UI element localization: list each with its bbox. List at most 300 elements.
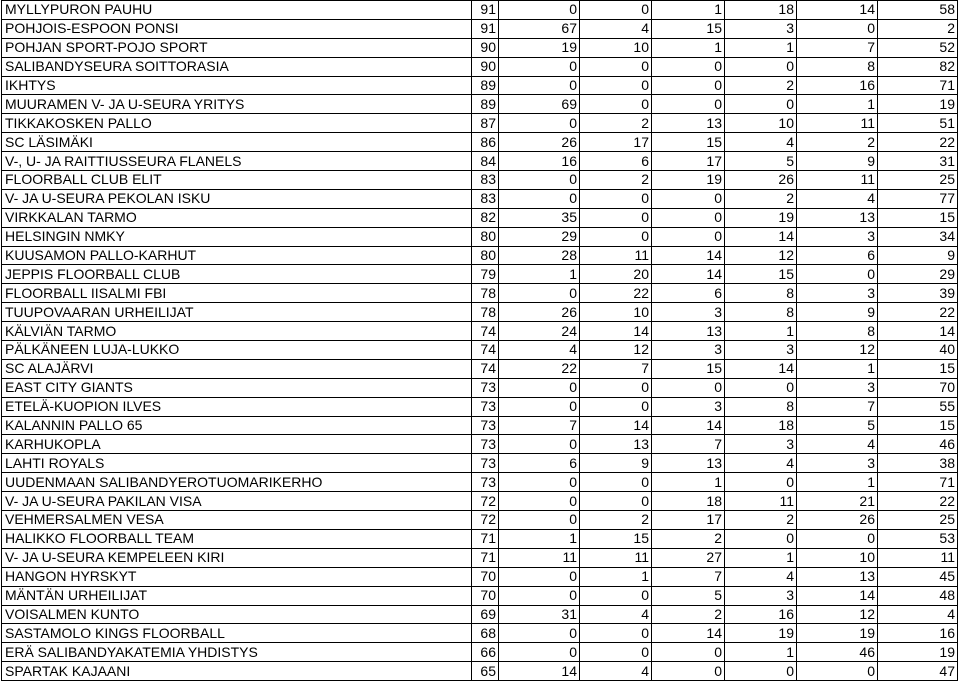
- club-name-cell: POHJOIS-ESPOON PONSI: [2, 19, 472, 38]
- value-cell-7: 15: [878, 208, 958, 227]
- value-cell-3: 14: [580, 416, 652, 435]
- value-cell-7: 19: [878, 95, 958, 114]
- value-cell-6: 14: [797, 1, 878, 20]
- value-cell-7: 45: [878, 567, 958, 586]
- value-cell-3: 0: [580, 95, 652, 114]
- club-name-cell: KÄLVIÄN TARMO: [2, 322, 472, 341]
- table-row: [2, 359, 958, 378]
- club-name-cell: JEPPIS FLOORBALL CLUB: [2, 265, 472, 284]
- value-cell-1: 74: [472, 359, 499, 378]
- value-cell-3: 4: [580, 605, 652, 624]
- value-cell-5: 19: [725, 624, 797, 643]
- value-cell-7: 53: [878, 529, 958, 548]
- value-cell-5: 18: [725, 1, 797, 20]
- value-cell-6: 12: [797, 605, 878, 624]
- value-cell-7: 71: [878, 473, 958, 492]
- value-cell-1: 74: [472, 341, 499, 360]
- value-cell-7: 82: [878, 57, 958, 76]
- club-name-cell: VOISALMEN KUNTO: [2, 605, 472, 624]
- value-cell-5: 4: [725, 567, 797, 586]
- value-cell-7: 16: [878, 624, 958, 643]
- club-name-cell: UUDENMAAN SALIBANDYEROTUOMARIKERHO: [2, 473, 472, 492]
- value-cell-1: 74: [472, 322, 499, 341]
- value-cell-2: 16: [499, 152, 580, 171]
- table-row: [2, 567, 958, 586]
- value-cell-5: 0: [725, 95, 797, 114]
- club-name-cell: KUUSAMON PALLO-KARHUT: [2, 246, 472, 265]
- table-row: [2, 227, 958, 246]
- value-cell-1: 69: [472, 605, 499, 624]
- value-cell-7: 47: [878, 662, 958, 681]
- value-cell-4: 14: [652, 246, 725, 265]
- value-cell-2: 22: [499, 359, 580, 378]
- value-cell-6: 19: [797, 624, 878, 643]
- table-row: [2, 95, 958, 114]
- value-cell-1: 71: [472, 529, 499, 548]
- value-cell-2: 0: [499, 511, 580, 530]
- club-name-cell: MÄNTÄN URHEILIJAT: [2, 586, 472, 605]
- value-cell-3: 0: [580, 208, 652, 227]
- value-cell-3: 0: [580, 76, 652, 95]
- value-cell-7: 38: [878, 454, 958, 473]
- table-row: [2, 171, 958, 190]
- value-cell-3: 10: [580, 38, 652, 57]
- value-cell-4: 14: [652, 265, 725, 284]
- value-cell-7: 46: [878, 435, 958, 454]
- table-row: [2, 38, 958, 57]
- value-cell-5: 16: [725, 605, 797, 624]
- value-cell-2: 0: [499, 284, 580, 303]
- value-cell-1: 70: [472, 586, 499, 605]
- club-name-cell: SASTAMOLO KINGS FLOORBALL: [2, 624, 472, 643]
- club-name-cell: SC LÄSIMÄKI: [2, 133, 472, 152]
- value-cell-4: 15: [652, 359, 725, 378]
- table-row: [2, 529, 958, 548]
- table-row: [2, 152, 958, 171]
- value-cell-7: 77: [878, 189, 958, 208]
- value-cell-5: 2: [725, 189, 797, 208]
- value-cell-5: 0: [725, 378, 797, 397]
- club-name-cell: HALIKKO FLOORBALL TEAM: [2, 529, 472, 548]
- value-cell-2: 11: [499, 548, 580, 567]
- club-name-cell: EAST CITY GIANTS: [2, 378, 472, 397]
- value-cell-6: 0: [797, 529, 878, 548]
- table-row: [2, 133, 958, 152]
- value-cell-5: 0: [725, 662, 797, 681]
- value-cell-2: 31: [499, 605, 580, 624]
- value-cell-7: 29: [878, 265, 958, 284]
- value-cell-4: 3: [652, 341, 725, 360]
- club-name-cell: HANGON HYRSKYT: [2, 567, 472, 586]
- club-name-cell: TUUPOVAARAN URHEILIJAT: [2, 303, 472, 322]
- value-cell-1: 90: [472, 38, 499, 57]
- value-cell-3: 7: [580, 359, 652, 378]
- value-cell-1: 71: [472, 548, 499, 567]
- club-name-cell: SALIBANDYSEURA SOITTORASIA: [2, 57, 472, 76]
- value-cell-2: 0: [499, 643, 580, 662]
- value-cell-5: 18: [725, 416, 797, 435]
- value-cell-3: 4: [580, 662, 652, 681]
- value-cell-5: 19: [725, 208, 797, 227]
- value-cell-6: 9: [797, 152, 878, 171]
- value-cell-2: 0: [499, 1, 580, 20]
- value-cell-6: 10: [797, 548, 878, 567]
- club-name-cell: SPARTAK KAJAANI: [2, 662, 472, 681]
- value-cell-7: 15: [878, 359, 958, 378]
- value-cell-4: 3: [652, 397, 725, 416]
- value-cell-3: 2: [580, 511, 652, 530]
- value-cell-1: 78: [472, 284, 499, 303]
- value-cell-7: 34: [878, 227, 958, 246]
- club-name-cell: POHJAN SPORT-POJO SPORT: [2, 38, 472, 57]
- value-cell-5: 3: [725, 435, 797, 454]
- value-cell-6: 1: [797, 95, 878, 114]
- table-row: [2, 57, 958, 76]
- value-cell-6: 3: [797, 227, 878, 246]
- value-cell-4: 18: [652, 492, 725, 511]
- value-cell-4: 14: [652, 416, 725, 435]
- value-cell-5: 26: [725, 171, 797, 190]
- value-cell-7: 22: [878, 133, 958, 152]
- club-name-cell: LAHTI ROYALS: [2, 454, 472, 473]
- club-name-cell: IKHTYS: [2, 76, 472, 95]
- value-cell-2: 0: [499, 567, 580, 586]
- table-row: [2, 397, 958, 416]
- value-cell-3: 2: [580, 171, 652, 190]
- value-cell-6: 1: [797, 359, 878, 378]
- table-row: [2, 265, 958, 284]
- value-cell-7: 9: [878, 246, 958, 265]
- value-cell-1: 73: [472, 473, 499, 492]
- value-cell-7: 51: [878, 114, 958, 133]
- value-cell-3: 4: [580, 19, 652, 38]
- value-cell-7: 25: [878, 171, 958, 190]
- value-cell-6: 11: [797, 114, 878, 133]
- table-row: [2, 643, 958, 662]
- value-cell-7: 55: [878, 397, 958, 416]
- value-cell-2: 1: [499, 529, 580, 548]
- value-cell-4: 17: [652, 511, 725, 530]
- club-name-cell: V- JA U-SEURA PAKILAN VISA: [2, 492, 472, 511]
- table-row: [2, 76, 958, 95]
- value-cell-7: 70: [878, 378, 958, 397]
- value-cell-3: 9: [580, 454, 652, 473]
- value-cell-6: 9: [797, 303, 878, 322]
- table-row: [2, 492, 958, 511]
- value-cell-1: 73: [472, 397, 499, 416]
- value-cell-4: 27: [652, 548, 725, 567]
- value-cell-6: 4: [797, 189, 878, 208]
- value-cell-2: 69: [499, 95, 580, 114]
- value-cell-3: 13: [580, 435, 652, 454]
- value-cell-3: 0: [580, 378, 652, 397]
- value-cell-6: 8: [797, 322, 878, 341]
- value-cell-1: 84: [472, 152, 499, 171]
- table-row: [2, 548, 958, 567]
- value-cell-4: 5: [652, 586, 725, 605]
- club-name-cell: HELSINGIN NMKY: [2, 227, 472, 246]
- value-cell-1: 91: [472, 1, 499, 20]
- value-cell-1: 82: [472, 208, 499, 227]
- club-name-cell: PÄLKÄNEEN LUJA-LUKKO: [2, 341, 472, 360]
- value-cell-7: 14: [878, 322, 958, 341]
- table-row: [2, 341, 958, 360]
- value-cell-1: 68: [472, 624, 499, 643]
- value-cell-3: 0: [580, 397, 652, 416]
- value-cell-6: 3: [797, 454, 878, 473]
- value-cell-4: 13: [652, 114, 725, 133]
- value-cell-2: 0: [499, 76, 580, 95]
- value-cell-1: 72: [472, 511, 499, 530]
- value-cell-4: 0: [652, 76, 725, 95]
- value-cell-1: 66: [472, 643, 499, 662]
- value-cell-2: 35: [499, 208, 580, 227]
- value-cell-3: 22: [580, 284, 652, 303]
- value-cell-2: 26: [499, 133, 580, 152]
- table-row: [2, 435, 958, 454]
- club-name-cell: KARHUKOPLA: [2, 435, 472, 454]
- value-cell-6: 0: [797, 662, 878, 681]
- value-cell-1: 86: [472, 133, 499, 152]
- value-cell-6: 46: [797, 643, 878, 662]
- value-cell-2: 0: [499, 624, 580, 643]
- value-cell-4: 0: [652, 378, 725, 397]
- value-cell-4: 0: [652, 95, 725, 114]
- value-cell-5: 8: [725, 284, 797, 303]
- value-cell-1: 80: [472, 246, 499, 265]
- value-cell-5: 1: [725, 548, 797, 567]
- value-cell-6: 13: [797, 208, 878, 227]
- table-row: [2, 1, 958, 20]
- club-stats-table: [1, 0, 958, 681]
- value-cell-2: 26: [499, 303, 580, 322]
- value-cell-1: 90: [472, 57, 499, 76]
- value-cell-6: 13: [797, 567, 878, 586]
- value-cell-3: 6: [580, 152, 652, 171]
- value-cell-5: 8: [725, 397, 797, 416]
- value-cell-1: 83: [472, 189, 499, 208]
- value-cell-4: 17: [652, 152, 725, 171]
- value-cell-7: 48: [878, 586, 958, 605]
- value-cell-6: 8: [797, 57, 878, 76]
- value-cell-2: 1: [499, 265, 580, 284]
- value-cell-4: 6: [652, 284, 725, 303]
- value-cell-7: 22: [878, 303, 958, 322]
- value-cell-5: 1: [725, 322, 797, 341]
- value-cell-2: 19: [499, 38, 580, 57]
- value-cell-5: 8: [725, 303, 797, 322]
- value-cell-1: 73: [472, 454, 499, 473]
- value-cell-5: 5: [725, 152, 797, 171]
- value-cell-3: 0: [580, 189, 652, 208]
- value-cell-1: 73: [472, 378, 499, 397]
- table-row: [2, 454, 958, 473]
- value-cell-3: 11: [580, 246, 652, 265]
- value-cell-2: 0: [499, 57, 580, 76]
- club-name-cell: V- JA U-SEURA KEMPELEEN KIRI: [2, 548, 472, 567]
- value-cell-6: 21: [797, 492, 878, 511]
- table-body: [2, 1, 958, 681]
- value-cell-1: 79: [472, 265, 499, 284]
- value-cell-6: 6: [797, 246, 878, 265]
- value-cell-3: 0: [580, 643, 652, 662]
- value-cell-3: 0: [580, 473, 652, 492]
- table-row: [2, 114, 958, 133]
- value-cell-7: 15: [878, 416, 958, 435]
- value-cell-4: 1: [652, 473, 725, 492]
- value-cell-7: 19: [878, 643, 958, 662]
- value-cell-5: 3: [725, 586, 797, 605]
- value-cell-7: 40: [878, 341, 958, 360]
- value-cell-5: 11: [725, 492, 797, 511]
- value-cell-4: 14: [652, 624, 725, 643]
- value-cell-4: 0: [652, 643, 725, 662]
- club-name-cell: ERÄ SALIBANDYAKATEMIA YHDISTYS: [2, 643, 472, 662]
- table-row: [2, 624, 958, 643]
- value-cell-3: 10: [580, 303, 652, 322]
- value-cell-6: 0: [797, 19, 878, 38]
- value-cell-4: 1: [652, 1, 725, 20]
- value-cell-6: 26: [797, 511, 878, 530]
- value-cell-2: 0: [499, 114, 580, 133]
- club-name-cell: SC ALAJÄRVI: [2, 359, 472, 378]
- value-cell-5: 3: [725, 19, 797, 38]
- value-cell-3: 14: [580, 322, 652, 341]
- value-cell-4: 0: [652, 189, 725, 208]
- value-cell-4: 0: [652, 208, 725, 227]
- value-cell-4: 13: [652, 322, 725, 341]
- table-row: [2, 511, 958, 530]
- table-row: [2, 586, 958, 605]
- club-name-cell: MYLLYPURON PAUHU: [2, 1, 472, 20]
- value-cell-1: 91: [472, 19, 499, 38]
- club-name-cell: V- JA U-SEURA PEKOLAN ISKU: [2, 189, 472, 208]
- value-cell-5: 14: [725, 359, 797, 378]
- value-cell-1: 65: [472, 662, 499, 681]
- value-cell-3: 11: [580, 548, 652, 567]
- table-row: [2, 303, 958, 322]
- value-cell-4: 15: [652, 133, 725, 152]
- value-cell-5: 4: [725, 454, 797, 473]
- value-cell-7: 39: [878, 284, 958, 303]
- value-cell-5: 15: [725, 265, 797, 284]
- value-cell-3: 0: [580, 586, 652, 605]
- value-cell-2: 7: [499, 416, 580, 435]
- value-cell-6: 1: [797, 473, 878, 492]
- value-cell-6: 2: [797, 133, 878, 152]
- value-cell-2: 24: [499, 322, 580, 341]
- value-cell-4: 0: [652, 662, 725, 681]
- value-cell-2: 0: [499, 435, 580, 454]
- table-row: [2, 605, 958, 624]
- club-name-cell: ETELÄ-KUOPION ILVES: [2, 397, 472, 416]
- value-cell-3: 0: [580, 1, 652, 20]
- value-cell-4: 2: [652, 529, 725, 548]
- value-cell-1: 89: [472, 95, 499, 114]
- value-cell-2: 28: [499, 246, 580, 265]
- value-cell-3: 0: [580, 227, 652, 246]
- value-cell-2: 0: [499, 397, 580, 416]
- table-row: [2, 378, 958, 397]
- club-name-cell: KALANNIN PALLO 65: [2, 416, 472, 435]
- value-cell-2: 0: [499, 492, 580, 511]
- table-row: [2, 189, 958, 208]
- value-cell-6: 11: [797, 171, 878, 190]
- table-row: [2, 416, 958, 435]
- value-cell-1: 89: [472, 76, 499, 95]
- value-cell-4: 3: [652, 303, 725, 322]
- value-cell-2: 0: [499, 378, 580, 397]
- value-cell-1: 73: [472, 416, 499, 435]
- value-cell-5: 14: [725, 227, 797, 246]
- value-cell-7: 4: [878, 605, 958, 624]
- value-cell-3: 0: [580, 624, 652, 643]
- value-cell-6: 3: [797, 284, 878, 303]
- value-cell-1: 73: [472, 435, 499, 454]
- value-cell-3: 2: [580, 114, 652, 133]
- value-cell-2: 29: [499, 227, 580, 246]
- value-cell-6: 12: [797, 341, 878, 360]
- value-cell-4: 1: [652, 38, 725, 57]
- table-row: [2, 473, 958, 492]
- value-cell-4: 13: [652, 454, 725, 473]
- value-cell-1: 87: [472, 114, 499, 133]
- value-cell-4: 0: [652, 227, 725, 246]
- value-cell-5: 2: [725, 511, 797, 530]
- club-name-cell: FLOORBALL IISALMI FBI: [2, 284, 472, 303]
- value-cell-5: 3: [725, 341, 797, 360]
- value-cell-7: 11: [878, 548, 958, 567]
- value-cell-6: 7: [797, 397, 878, 416]
- value-cell-4: 7: [652, 567, 725, 586]
- value-cell-6: 7: [797, 38, 878, 57]
- value-cell-1: 83: [472, 171, 499, 190]
- value-cell-3: 17: [580, 133, 652, 152]
- value-cell-6: 5: [797, 416, 878, 435]
- value-cell-5: 0: [725, 529, 797, 548]
- value-cell-2: 0: [499, 586, 580, 605]
- value-cell-3: 12: [580, 341, 652, 360]
- value-cell-3: 0: [580, 492, 652, 511]
- value-cell-3: 15: [580, 529, 652, 548]
- value-cell-5: 12: [725, 246, 797, 265]
- value-cell-7: 52: [878, 38, 958, 57]
- value-cell-7: 25: [878, 511, 958, 530]
- value-cell-6: 3: [797, 378, 878, 397]
- value-cell-3: 1: [580, 567, 652, 586]
- value-cell-7: 71: [878, 76, 958, 95]
- value-cell-7: 31: [878, 152, 958, 171]
- table-row: [2, 208, 958, 227]
- club-name-cell: V-, U- JA RAITTIUSSEURA FLANELS: [2, 152, 472, 171]
- value-cell-5: 4: [725, 133, 797, 152]
- value-cell-2: 67: [499, 19, 580, 38]
- value-cell-5: 1: [725, 643, 797, 662]
- value-cell-6: 16: [797, 76, 878, 95]
- value-cell-5: 1: [725, 38, 797, 57]
- club-name-cell: FLOORBALL CLUB ELIT: [2, 171, 472, 190]
- value-cell-4: 19: [652, 171, 725, 190]
- value-cell-3: 20: [580, 265, 652, 284]
- value-cell-4: 0: [652, 57, 725, 76]
- club-name-cell: VEHMERSALMEN VESA: [2, 511, 472, 530]
- value-cell-2: 0: [499, 473, 580, 492]
- value-cell-2: 4: [499, 341, 580, 360]
- value-cell-1: 70: [472, 567, 499, 586]
- value-cell-4: 2: [652, 605, 725, 624]
- value-cell-6: 14: [797, 586, 878, 605]
- value-cell-2: 0: [499, 189, 580, 208]
